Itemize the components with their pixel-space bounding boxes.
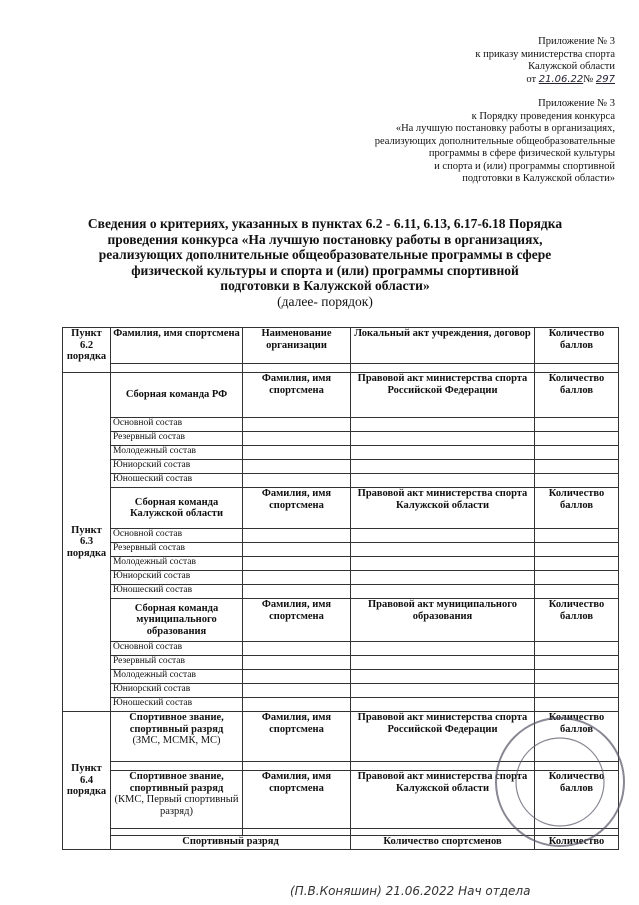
rank-title: Спортивное звание, спортивный разряд [129,771,224,794]
header-line: и спорта и (или) программы спортивной [434,160,615,172]
header-line: Приложение № 3 [538,98,615,109]
squad-row [63,557,619,571]
title-line: реализующих дополнительные общеобразовательные программы в сфере [98,247,552,262]
squad-row [63,585,619,599]
table-cell: Пункт 6.3 порядка [63,373,111,712]
table-row [63,364,619,373]
table-row [63,771,619,829]
table-cell: Фамилия, имя спортсмена [243,488,351,529]
table-cell: Правовой акт министерства спорта Российской Федерации [351,712,535,762]
table-cell: Юношеский состав [111,698,243,712]
squad-row [63,460,619,474]
table-cell: Основной состав [111,529,243,543]
squad-row [63,446,619,460]
table-cell: Фамилия, имя спортсмена [243,771,351,829]
table-cell: Юниорский состав [111,571,243,585]
rank-sub: (КМС, Первый спортивный разряд) [114,794,239,817]
table-cell: Резервный состав [111,656,243,670]
column-header: Количество баллов [535,328,619,364]
table-cell: Фамилия, имя спортсмена [243,373,351,418]
table-cell: Сборная команда РФ [111,373,243,418]
procedure-header [375,98,615,186]
squad-row [63,684,619,698]
squad-row [63,642,619,656]
table-cell: Фамилия, имя спортсмена [243,712,351,762]
table-cell: Количество спортсменов [351,836,535,850]
table-cell: Молодежный состав [111,557,243,571]
squad-row [63,698,619,712]
table-cell: Спортивный разряд [111,836,351,850]
title-line: Сведения о критериях, указанных в пунктах 6.2 - 6.11, 6.13, 6.17-6.18 Порядка [87,216,563,231]
title-line: физической культуры и спорта и (или) программы спортивной [131,262,519,278]
squad-row [63,529,619,543]
table-cell: Молодежный состав [111,446,243,460]
table-row [63,328,619,364]
order-date-line [475,74,615,87]
header-line: программы в сфере физической культуры [428,148,615,159]
squad-row [63,418,619,432]
table-cell: Юниорский состав [111,460,243,474]
table-cell: Юношеский состав [111,585,243,599]
table-row [63,712,619,762]
column-header: Наименование организации [243,328,351,364]
header-line: реализующих дополнительные общеобразовательные [374,135,615,147]
section-label: Пункт 6.2 порядка [63,328,111,373]
criteria-table [62,327,619,850]
date-prefix: от [526,73,537,85]
table-cell: Количество баллов [535,373,619,418]
table-cell: Сборная команда муниципального образования [111,599,243,642]
header-line: «На лучшую постановку работы в организациях, [395,123,615,134]
table-cell: Правовой акт министерства спорта Российской Федерации [351,373,535,418]
title-line: проведения конкурса «На лучшую постановку работы в организациях, [107,231,543,247]
table-cell: Фамилия, имя спортсмена [243,599,351,642]
signature-note: (П.В.Коняшин) 21.06.2022 Нач отдела [290,884,531,898]
squad-row [63,474,619,488]
squad-row [63,656,619,670]
team-header-row [63,599,619,642]
table-cell: Резервный состав [111,432,243,446]
order-header [475,36,615,86]
table-cell: Правовой акт муниципального образования [351,599,535,642]
document-title [30,216,620,309]
table-cell: Правовой акт министерства спорта Калужской области [351,771,535,829]
header-line: Приложение № 3 [538,36,615,47]
table-cell: Молодежный состав [111,670,243,684]
squad-row [63,571,619,585]
team-header-row [63,373,619,418]
column-header: Локальный акт учреждения, договор [351,328,535,364]
table-cell: Количество [535,836,619,850]
header-line: подготовки в Калужской области» [462,173,615,184]
header-line: Калужской области [528,61,615,72]
table-cell: Количество баллов [535,488,619,529]
header-line: к Порядку проведения конкурса [471,110,615,122]
table-cell: Сборная команда Калужской области [111,488,243,529]
rank-title: Спортивное звание, спортивный разряд [129,712,224,735]
table-cell: Пункт 6.4 порядка [63,712,111,850]
rank-sub: (ЗМС, МСМК, МС) [132,735,221,746]
table-cell: Количество баллов [535,599,619,642]
table-cell: Основной состав [111,642,243,656]
table-cell: Резервный состав [111,543,243,557]
squad-row [63,670,619,684]
header-line: к приказу министерства спорта [475,48,615,60]
handwritten-number: 297 [595,73,615,85]
squad-row [63,543,619,557]
column-header: Фамилия, имя спортсмена [111,328,243,364]
title-line: (далее- порядок) [277,293,373,309]
number-prefix: № [583,73,594,85]
table-cell: Количество баллов [535,712,619,762]
team-header-row [63,488,619,529]
table-cell: Юношеский состав [111,474,243,488]
squad-row [63,432,619,446]
table-cell: Основной состав [111,418,243,432]
table-cell: Количество баллов [535,771,619,829]
title-line: подготовки в Калужской области» [220,278,430,293]
handwritten-date: 21.06.22 [538,73,584,85]
table-row [63,836,619,850]
table-cell: Правовой акт министерства спорта Калужской области [351,488,535,529]
table-cell: Юниорский состав [111,684,243,698]
